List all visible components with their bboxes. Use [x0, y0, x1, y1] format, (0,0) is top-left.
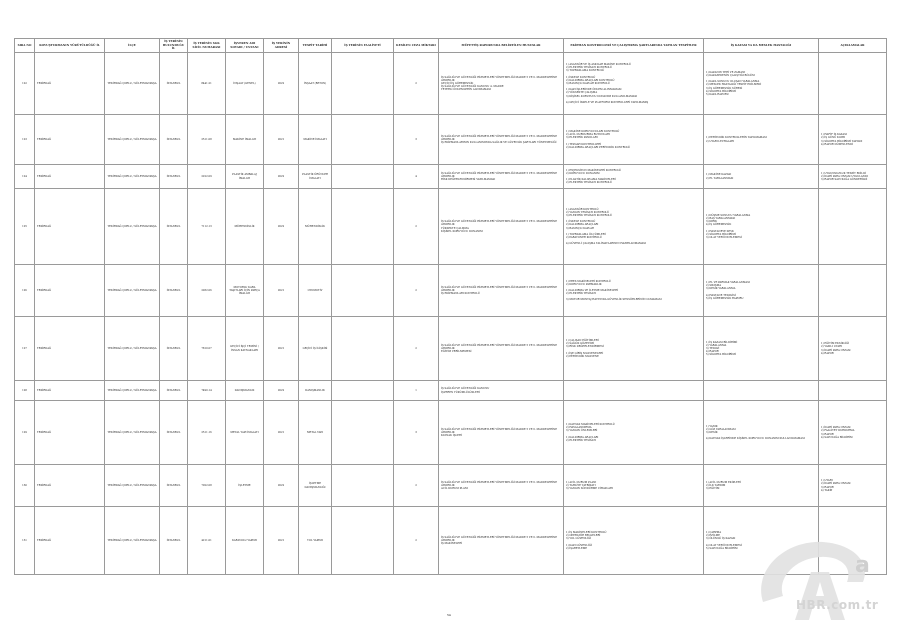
- column-header: İŞ YERİNİN BULUNDUĞU İL: [160, 39, 188, 53]
- row-fine: 3: [394, 115, 439, 165]
- text-block: 1) MAKİNE KAZASI 2) EL YARALANMASI: [706, 173, 734, 180]
- row-date: MAKİNE İMALATI: [299, 115, 332, 165]
- table-body: [15, 53, 887, 575]
- row-company-city: İSTANBUL: [160, 381, 188, 401]
- row-city: TEKİRDAĞ: [35, 465, 105, 507]
- text-block: 1) HASTANEYE SEVK 2) SİGORTA BİLDİRİMİ 3) OLAY YERİ İNCELEMESİ: [706, 229, 742, 239]
- text-block: 1) ACİL DURUM EKİPLERİ 2) İLK YARDIM 3) EĞİTİM: [706, 480, 741, 491]
- text-block: 1) ÇALIŞAN EĞİTİMLERİ 2) SAĞLIK GÖZETİMİ 3) RİSK DEĞERLENDİRMESİ: [566, 339, 604, 349]
- row-description: İŞ SAĞLIĞI VE GÜVENLİĞİ HİZMETLERİ YÖNETMELİĞİ MADDE 5 VE 6. MADDELERİNE AYKIRILIK YÜKSEKTE ÇALIŞMA KİŞİSEL KORUYUCU DONANIM: [439, 189, 564, 265]
- row-date: PLASTİK ÜRÜNLER İMALATI: [299, 165, 332, 189]
- row-number: 124: [15, 165, 35, 189]
- row-city: TEKİRDAĞ: [35, 115, 105, 165]
- text-block: 1) KAYNAK MAKİNELERİ KONTROLÜ 2) HAVALANDIRMA 3) YANGIN ÖNLEMLERİ: [566, 423, 615, 433]
- row-sgk-number: 2222.09: [188, 165, 226, 189]
- table-header-row: [15, 39, 887, 53]
- row-accident-details: [704, 53, 819, 115]
- text-block: 1) KAZI GÜVENLİĞİ 2) İŞARETLEME: [566, 543, 593, 550]
- row-number: 125: [15, 189, 35, 265]
- row-number: 123: [15, 115, 35, 165]
- row-employer: GEÇİCİ İŞÇİ TEMİNİ / İNSAN KAYNAKLARI: [226, 317, 264, 381]
- row-accident-details: [704, 115, 819, 165]
- row-date: İNŞAAT (BETON): [299, 53, 332, 115]
- text-block: 1) ACİL DURUM PLANI 2) TAHLİYE TATBİKATI 3) YANGIN SÖNDÜRME CİHAZLARI: [566, 480, 613, 491]
- text-block: 1) TOPRAKLAMA ÖLÇÜMLERİ 2) PARATONER KONTROLÜ: [566, 232, 606, 239]
- text-block: 1) KALDIRMA VE İLETME MAKİNELERİ 2) ELEKTRİK TESİSATI: [566, 288, 618, 296]
- text-block: 4) GEÇİCİ İSKELE VE PLATFORM KONTROLLERİ YAPILMAMIŞ: [566, 100, 649, 104]
- row-fine: 2: [394, 507, 439, 575]
- text-block: 1) TEZGAH KONTROLLERİ 2) KALDIRMA ARAÇLARI PERİYODİK KONTROLÜ: [566, 142, 631, 149]
- row-notes: [819, 265, 887, 317]
- row-number: 127: [15, 317, 35, 381]
- row-equipment-checks: [564, 317, 704, 381]
- row-notes: [819, 381, 887, 401]
- row-employer: MOTORLU KARA TAŞITLARI İÇİN PARÇA İMALATI: [226, 265, 264, 317]
- row-sgk-number: 2511.08: [188, 115, 226, 165]
- row-description: İŞ SAĞLIĞI VE GÜVENLİĞİ HİZMETLERİ YÖNETMELİĞİ MADDE 5 VE 6. MADDELERİNE AYKIRILIK KAYNAK İŞLERİ: [439, 401, 564, 465]
- document-sheet: [14, 38, 886, 575]
- row-activity: [332, 115, 394, 165]
- row-equipment-checks: [564, 189, 704, 265]
- row-accident-details: [704, 381, 819, 401]
- column-header: İŞ YERİNİN ADRESİ: [264, 39, 299, 53]
- inspection-table: [14, 38, 887, 575]
- row-number: 129: [15, 401, 35, 465]
- row-address: 2021: [264, 507, 299, 575]
- text-block: 1) KAZANIN YERİ VE ZAMANI 2) KAZAZEDENİN ÇALIŞTIĞI BÖLÜM: [706, 70, 755, 78]
- text-block: 4) OLAY YERİ İNCELEMESİ 5) SAVCILIĞA BİLDİRİM: [706, 543, 742, 550]
- table-row: [15, 317, 887, 381]
- row-date: METAL YAPI: [299, 401, 332, 465]
- text-block: 1) İDARİ PARA CEZASI 2) FAALİYET DURDURMA 3) RAPOR 4) SAVCILIĞA BİLDİRİM: [821, 426, 855, 439]
- row-activity: [332, 381, 394, 401]
- row-district: TEKİRDAĞ ÇORLU / SÜLEYMANPAŞA: [105, 53, 160, 115]
- text-block: 1) UYARI 2) İDARİ PARA CEZASI 3) RAPOR 4) TAKİP: [821, 479, 851, 492]
- text-block: 3) MOTOR MONTAJ HATTINDA GÜVENLİK SENSÖRLERİNİN OLMAMASI: [566, 298, 662, 302]
- row-sgk-number: 7022.08: [188, 465, 226, 507]
- row-activity: [332, 465, 394, 507]
- row-company-city: İSTANBUL: [160, 507, 188, 575]
- text-block: 1) UYGUNSUZLUK TESPİT EDİLDİ 2) İDARİ PARA CEZASI UYGULANDI 3) RAPOR SAVCILIĞA GÖNDERİLDİ: [821, 171, 868, 182]
- column-header: AÇIKLAMALAR: [819, 39, 887, 53]
- column-header: İŞVEREN ADI SOYADI / UNVANI: [226, 39, 264, 53]
- text-block: 1) HAFİF İŞ KAZASI 2) İŞ GÜNÜ KAYBI 3) SİGORTA BİLDİRİMİ YAPILDI 4) RAPOR DÜZENLENDİ: [821, 133, 863, 146]
- row-accident-details: [704, 189, 819, 265]
- row-date: MÜHENDİSLİK: [299, 189, 332, 265]
- row-equipment-checks: [564, 465, 704, 507]
- row-address: 2022: [264, 189, 299, 265]
- row-date: İŞLETME DANIŞMANLIĞI: [299, 465, 332, 507]
- text-block: 1) PLASTİK KALIPLAMA MAKİNELERİ 2) ELEKTRİK TESİSATI KONTROLÜ: [566, 178, 616, 185]
- table-row: [15, 401, 887, 465]
- row-number: 122: [15, 53, 35, 115]
- row-address: 2022: [264, 381, 299, 401]
- row-employer: İNŞAAT (GENEL): [226, 53, 264, 115]
- row-notes: [819, 465, 887, 507]
- row-accident-details: [704, 401, 819, 465]
- row-fine: 2: [394, 53, 439, 115]
- row-company-city: İSTANBUL: [160, 189, 188, 265]
- row-address: 2022: [264, 165, 299, 189]
- row-fine: 2: [394, 189, 439, 265]
- row-city: TEKİRDAĞ: [35, 317, 105, 381]
- row-district: TEKİRDAĞ ÇORLU / SÜLEYMANPAŞA: [105, 189, 160, 265]
- text-block: 1) EL VE PARMAK YARALANMASI 2) SIKIŞMA 3) KESİK YARALANMA: [706, 281, 750, 291]
- row-date: DANIŞMANLIK: [299, 381, 332, 401]
- text-block: 1) ASANSÖR KONTROLÜ 2) YANGIN TESİSATI KONTROLÜ 3) ELEKTRİK TESİSATI KONTROLÜ: [566, 207, 613, 218]
- row-fine: 2: [394, 265, 439, 317]
- row-equipment-checks: [564, 265, 704, 317]
- row-activity: [332, 317, 394, 381]
- row-sgk-number: 2932.06: [188, 265, 226, 317]
- row-address: 2021: [264, 317, 299, 381]
- row-description: İŞ SAĞLIĞI VE GÜVENLİĞİ HİZMETLERİ YÖNETMELİĞİ MADDE 5 VE 6. MADDELERİNE AYKIRILIK İŞ EKİPMANLARININ KULLANIMINDA SAĞLIK VE GÜVENLİK ŞARTLARI YÖNETMELİĞİ: [439, 115, 564, 165]
- row-date: GEÇİCİ İŞ İLİŞKİSİ: [299, 317, 332, 381]
- row-sgk-number: 8441.21: [188, 53, 226, 115]
- text-block: 1) ENJEKSİYON MAKİNELERİ KONTROLÜ 2) KORUYUCU DONANIM: [566, 168, 622, 175]
- row-employer: İŞLETME: [226, 465, 264, 507]
- column-header: KESİLEN CEZA MİKTARI: [394, 39, 439, 53]
- row-accident-details: [704, 317, 819, 381]
- column-header: İŞ YERİNİN FAALİYETİ: [332, 39, 394, 53]
- text-block: 1) MAKİNE KORUYUCULARI KONTROLÜ 2) ACİL DURDURMA BUTONLARI 3) ELEKTRİK PANOLARI: [566, 130, 620, 140]
- row-equipment-checks: [564, 115, 704, 165]
- row-fine: 4: [394, 165, 439, 189]
- table-row: [15, 165, 887, 189]
- text-block: 1) DÜŞME SONUCU YARALANMA 2) BAŞ YARALANMASI 3) KIRIK 4) İŞ GÖREMEZLİK: [706, 213, 751, 227]
- text-block: 1) İSKELE KONTROLÜ 2) KALDIRMA ARAÇLARI 3) BASINÇLI KAPLAR: [566, 220, 599, 230]
- row-address: 2021: [264, 401, 299, 465]
- table-row: [15, 189, 887, 265]
- row-city: TEKİRDAĞ: [35, 189, 105, 265]
- row-sgk-number: 7112.13: [188, 189, 226, 265]
- row-accident-details: [704, 165, 819, 189]
- row-company-city: İSTANBUL: [160, 53, 188, 115]
- row-accident-details: [704, 465, 819, 507]
- text-block: 4) HASTANE TEDAVİSİ 5) İŞ GÖREMEZLİK RAPORU: [706, 293, 744, 300]
- text-block: 4) KAYNAK İŞLERİNDE KİŞİSEL KORUYUCU DONANIM KULLANILMAMASI: [706, 437, 805, 441]
- row-district: TEKİRDAĞ ÇORLU / SÜLEYMANPAŞA: [105, 507, 160, 575]
- page-number: 54: [447, 613, 451, 617]
- watermark-letter: a: [855, 553, 870, 578]
- row-address: 2022: [264, 465, 299, 507]
- row-notes: [819, 53, 887, 115]
- row-address: 2022: [264, 53, 299, 115]
- row-accident-details: [704, 265, 819, 317]
- text-block: 1) PRES MAKİNELERİ KONTROLÜ 2) KORUYUCU PARMAKLIK: [566, 279, 611, 286]
- text-block: 1) ASANSÖR VE İŞ ASKILAR MAKİNE KONTROLÜ 2) ELEKTRİK TESİSATI KONTROLÜ 3) TOPRAKLAMA KONTROLÜ: [566, 63, 632, 73]
- row-city: TEKİRDAĞ: [35, 53, 105, 115]
- row-company-city: İSTANBUL: [160, 165, 188, 189]
- row-description: İŞ SAĞLIĞI VE GÜVENLİĞİ HİZMETLERİ YÖNETMELİĞİ MADDE 5 VE 6. MADDELERİNE AYKIRILIK ACİL DURUM PLANI: [439, 465, 564, 507]
- table-row: [15, 115, 887, 165]
- column-header: MÜFETTİŞ RAPORUNDA BELİRTİLEN HUSUSLAR: [439, 39, 564, 53]
- row-description: İŞ SAĞLIĞI VE GÜVENLİĞİ HİZMETLERİ YÖNETMELİĞİ MADDE 5 VE 6. MADDELERİNE AYKIRILIK GEÇİCİ İŞ GÖREMEZLİK İŞ SAĞLIĞI VE GÜVENLİĞİ KANUNU 4. MADDE YETERLİ ÖNLEMLERİN ALINMAMASI: [439, 53, 564, 115]
- row-company-city: İSTANBUL: [160, 401, 188, 465]
- row-employer: KARAYOLU YAPIMI: [226, 507, 264, 575]
- row-notes: [819, 115, 887, 165]
- row-fine: 2: [394, 465, 439, 507]
- row-employer: DANIŞMANLIK: [226, 381, 264, 401]
- row-city: TEKİRDAĞ: [35, 165, 105, 189]
- row-equipment-checks: [564, 401, 704, 465]
- row-address: 2021: [264, 115, 299, 165]
- row-equipment-checks: [564, 381, 704, 401]
- column-header: EKİPMAN KONTROLLERİ VE ÇALIŞTIRMA ŞARTLARINDA YAPILAN TESPİTLER: [564, 39, 704, 53]
- text-block: 1) İŞE GİRİŞ MUAYENELERİ 2) PERİYODİK MUAYENE: [566, 351, 604, 358]
- row-activity: [332, 507, 394, 575]
- row-sgk-number: 2511.16: [188, 401, 226, 465]
- row-activity: [332, 53, 394, 115]
- row-notes: [819, 189, 887, 265]
- column-header: SIRA NO: [15, 39, 35, 53]
- text-block: 1) KAZI İŞLERİNDE ÖNLEM ALINMAMASI 2) YÜKSEKTE ÇALIŞMA 3) KİŞİSEL KORUYUCU DONANIM KULLANILMAMASI: [566, 88, 638, 98]
- row-equipment-checks: [564, 165, 704, 189]
- text-block: 1) PERİYODİK KONTROLLERİN YAPILMAMASI 2) UYARI LEVHALARI: [706, 136, 767, 143]
- row-fine: 2: [394, 317, 439, 381]
- table-row: [15, 465, 887, 507]
- table-row: [15, 53, 887, 115]
- row-description: İŞ SAĞLIĞI VE GÜVENLİĞİ HİZMETLERİ YÖNETMELİĞİ MADDE 5 VE 6. MADDELERİNE AYKIRILIK EĞİTİM VERİLMEMESİ: [439, 317, 564, 381]
- row-notes: [819, 401, 887, 465]
- row-company-city: İSTANBUL: [160, 115, 188, 165]
- row-activity: [332, 265, 394, 317]
- row-district: TEKİRDAĞ ÇORLU / SÜLEYMANPAŞA: [105, 465, 160, 507]
- row-description: İŞ SAĞLIĞI VE GÜVENLİĞİ HİZMETLERİ YÖNETMELİĞİ MADDE 5 VE 6. MADDELERİNE AYKIRILIK İŞ EKİPMANLARI KONTROLÜ: [439, 265, 564, 317]
- column-header: KOVUŞTURMANIN YÜRÜTÜLDÜĞÜ İL: [35, 39, 105, 53]
- row-city: TEKİRDAĞ: [35, 401, 105, 465]
- row-description: İŞ SAĞLIĞI VE GÜVENLİĞİ KANUNU İŞVEREN YÜKÜMLÜLÜKLERİ: [439, 381, 564, 401]
- row-description: İŞ SAĞLIĞI VE GÜVENLİĞİ HİZMETLERİ YÖNETMELİĞİ MADDE 5 VE 6. MADDELERİNE AYKIRILIK RİSK DEĞERLENDİRMESİ YAPILMAMASI: [439, 165, 564, 189]
- text-block: 1) İŞ KAZASI BİLDİRİMİ 2) YARALANMA 3) TEDAVİ 4) RAPOR 5) SİGORTA BİLDİRİMİ: [706, 340, 738, 357]
- row-city: TEKİRDAĞ: [35, 265, 105, 317]
- row-description: İŞ SAĞLIĞI VE GÜVENLİĞİ HİZMETLERİ YÖNETMELİĞİ MADDE 5 VE 6. MADDELERİNE AYKIRILIK İŞ MAKİNELERİ: [439, 507, 564, 575]
- row-employer: MÜHENDİSLİK: [226, 189, 264, 265]
- row-district: TEKİRDAĞ ÇORLU / SÜLEYMANPAŞA: [105, 381, 160, 401]
- row-employer: PLASTİK AMBALAJ İMALATI: [226, 165, 264, 189]
- text-block: 1) KALDIRMA ARAÇLARI 2) ELEKTRİK TESİSATI: [566, 435, 599, 442]
- row-equipment-checks: [564, 507, 704, 575]
- text-block: 1) YANIK 2) GÖZ YARALANMASI 3) KESİK: [706, 424, 736, 434]
- row-employer: METAL YAPI İMALATI: [226, 401, 264, 465]
- row-company-city: İSTANBUL: [160, 465, 188, 507]
- row-date: YOL YAPIMI: [299, 507, 332, 575]
- row-activity: [332, 401, 394, 465]
- text-block: 1) KAZA SONUCU OLUŞAN YARALANMA 2) MESLEK HASTALIĞI TESPİT EDİLMEDİ 3) İŞ GÖREMEZLİK SÜRESİ 4) SİGORTA BİLDİRİMİ 5) KAZA RAPORU: [706, 80, 762, 96]
- row-city: TEKİRDAĞ: [35, 381, 105, 401]
- row-address: 2021: [264, 265, 299, 317]
- text-block: 1) EĞİTİM EKSİKLİĞİ 2) YAZILI UYARI 3) İDARİ PARA CEZASI 4) RAPOR: [821, 342, 851, 355]
- row-sgk-number: 7490.14: [188, 381, 226, 401]
- row-notes: [819, 317, 887, 381]
- row-activity: [332, 165, 394, 189]
- row-company-city: İSTANBUL: [160, 317, 188, 381]
- row-district: TEKİRDAĞ ÇORLU / SÜLEYMANPAŞA: [105, 317, 160, 381]
- column-header: İŞ YERİNİN SGK SİCİL NUMARASI: [188, 39, 226, 53]
- row-sgk-number: 4211.01: [188, 507, 226, 575]
- row-fine: 1: [394, 381, 439, 401]
- row-date: OTOMOTİV: [299, 265, 332, 317]
- row-district: TEKİRDAĞ ÇORLU / SÜLEYMANPAŞA: [105, 165, 160, 189]
- row-activity: [332, 189, 394, 265]
- column-header: İLÇE: [105, 39, 160, 53]
- row-fine: 3: [394, 401, 439, 465]
- watermark-text: HBR.com.tr: [796, 598, 879, 612]
- row-number: 128: [15, 381, 35, 401]
- row-district: TEKİRDAĞ ÇORLU / SÜLEYMANPAŞA: [105, 115, 160, 165]
- text-block: 4) GÜVENLİ ÇALIŞMA TALİMATLARININ HAZIRLANMAMASI: [566, 242, 647, 246]
- table-row: [15, 381, 887, 401]
- row-number: 126: [15, 265, 35, 317]
- column-header: TESPİT TARİHİ: [299, 39, 332, 53]
- column-header: İŞ KAZASI YA DA MESLEK HASTALIĞI: [704, 39, 819, 53]
- row-equipment-checks: [564, 53, 704, 115]
- text-block: 1) İSKELE KONTROLÜ 2) KALDIRMA ARAÇLARI KONTROLÜ 3) BASINÇLI KAPLAR KONTROLÜ: [566, 75, 615, 85]
- row-city: TEKİRDAĞ: [35, 507, 105, 575]
- row-notes: [819, 165, 887, 189]
- row-company-city: İSTANBUL: [160, 265, 188, 317]
- text-block: 1) İŞ MAKİNELERİ KONTROLÜ 2) OPERATÖR BELGELERİ 3) YOL GÜVENLİĞİ: [566, 531, 607, 541]
- row-number: 130: [15, 465, 35, 507]
- row-sgk-number: 7810.07: [188, 317, 226, 381]
- row-employer: MAKİNE İMALATI: [226, 115, 264, 165]
- row-number: 131: [15, 507, 35, 575]
- row-district: TEKİRDAĞ ÇORLU / SÜLEYMANPAŞA: [105, 401, 160, 465]
- table-row: [15, 265, 887, 317]
- text-block: 1) ÇARPMA 2) EZİLME 3) ÖLÜMLÜ İŞ KAZASI: [706, 531, 736, 541]
- row-district: TEKİRDAĞ ÇORLU / SÜLEYMANPAŞA: [105, 265, 160, 317]
